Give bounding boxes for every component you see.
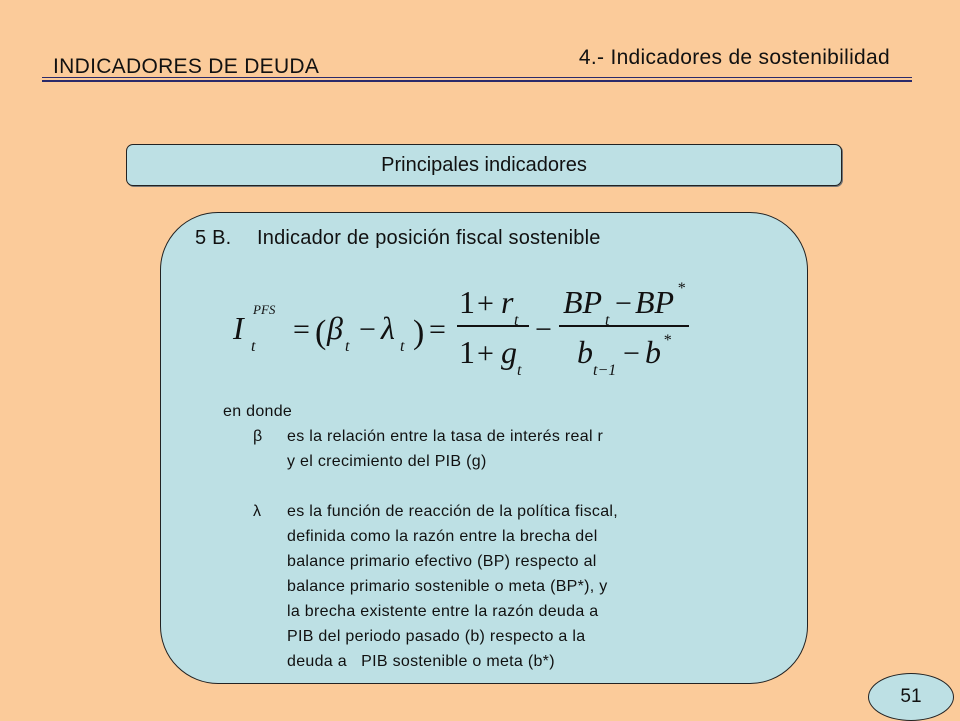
- indicator-title: Indicador de posición fiscal sostenible: [257, 227, 601, 249]
- formula-lparen: (: [315, 314, 327, 351]
- banner-principales-indicadores: [126, 144, 842, 186]
- formula-minus-3: −: [615, 287, 632, 320]
- formula-sup-pfs: PFS: [253, 302, 276, 317]
- definition-text-beta: [287, 424, 603, 474]
- definition-line: es la función de reacción de la política fiscal,: [287, 503, 619, 520]
- page-number-text: 51: [900, 686, 922, 707]
- formula-b-star: b: [645, 334, 661, 370]
- formula-sub-t-2: t: [345, 338, 350, 355]
- formula-sub-t1: t−1: [593, 362, 617, 379]
- definition-line: balance primario sostenible o meta (BP*), y: [287, 578, 608, 595]
- banner-title: Principales indicadores: [381, 153, 587, 176]
- definition-line: es la relación entre la tasa de interés real r: [287, 428, 604, 445]
- formula-sub-t-1: t: [251, 338, 256, 355]
- formula-star-2: *: [663, 332, 671, 349]
- spacer: [223, 474, 618, 499]
- definition-symbol-beta: β: [253, 428, 263, 445]
- definition-line: y el crecimiento del PIB (g): [287, 453, 487, 470]
- formula-minus-4: −: [623, 337, 640, 370]
- formula-g: g: [501, 334, 517, 370]
- definition-text-lambda: [287, 499, 618, 674]
- formula-beta: β: [327, 310, 343, 346]
- page-number: [868, 673, 954, 721]
- formula-equals-1: =: [293, 313, 310, 346]
- formula-b-t1: b: [577, 334, 593, 370]
- formula-BP-star: BP: [635, 284, 675, 320]
- definition-line: PIB del periodo pasado (b) respecto a la: [287, 628, 586, 645]
- formula-sub-t-6: t: [605, 312, 610, 329]
- formula-BP-t: BP: [563, 284, 603, 320]
- formula-minus-2: −: [535, 313, 552, 346]
- section-title: INDICADORES DE DEUDA: [53, 55, 320, 78]
- formula-svg: [231, 271, 701, 391]
- indicator-panel: [160, 212, 808, 684]
- formula-I: I: [233, 310, 244, 346]
- definition-line: deuda a PIB sostenible o meta (b*): [287, 653, 555, 670]
- formula-r: r: [501, 284, 514, 320]
- definition-beta: [223, 424, 618, 474]
- formula-sub-t-4: t: [514, 312, 519, 329]
- panel-heading: [195, 227, 601, 250]
- definition-line: la brecha existente entre la razón deuda a: [287, 603, 599, 620]
- formula-one-num: 1: [459, 284, 475, 320]
- formula-star-1: *: [677, 280, 685, 297]
- definitions-intro: en donde: [223, 403, 293, 420]
- definition-lambda: [223, 499, 618, 674]
- definitions: [223, 399, 618, 674]
- chapter-title: 4.- Indicadores de sostenibilidad: [578, 46, 890, 69]
- formula-sub-t-3: t: [400, 338, 405, 355]
- definition-line: definida como la razón entre la brecha del: [287, 528, 598, 545]
- formula-plus-num: +: [477, 287, 494, 320]
- formula-lambda: λ: [381, 310, 395, 346]
- indicator-number: 5 B.: [195, 227, 232, 249]
- formula-minus-1: −: [359, 313, 376, 346]
- header-rule-top: [42, 77, 912, 78]
- formula-rparen: ): [413, 314, 425, 351]
- formula-equals-2: =: [429, 313, 446, 346]
- formula-plus-den: +: [477, 337, 494, 370]
- formula-one-den: 1: [459, 334, 475, 370]
- definition-line: balance primario efectivo (BP) respecto al: [287, 553, 597, 570]
- formula-sub-t-5: t: [517, 362, 522, 379]
- definition-symbol-lambda: λ: [253, 503, 262, 520]
- header-rule-bottom: [42, 80, 912, 82]
- formula: [231, 271, 701, 391]
